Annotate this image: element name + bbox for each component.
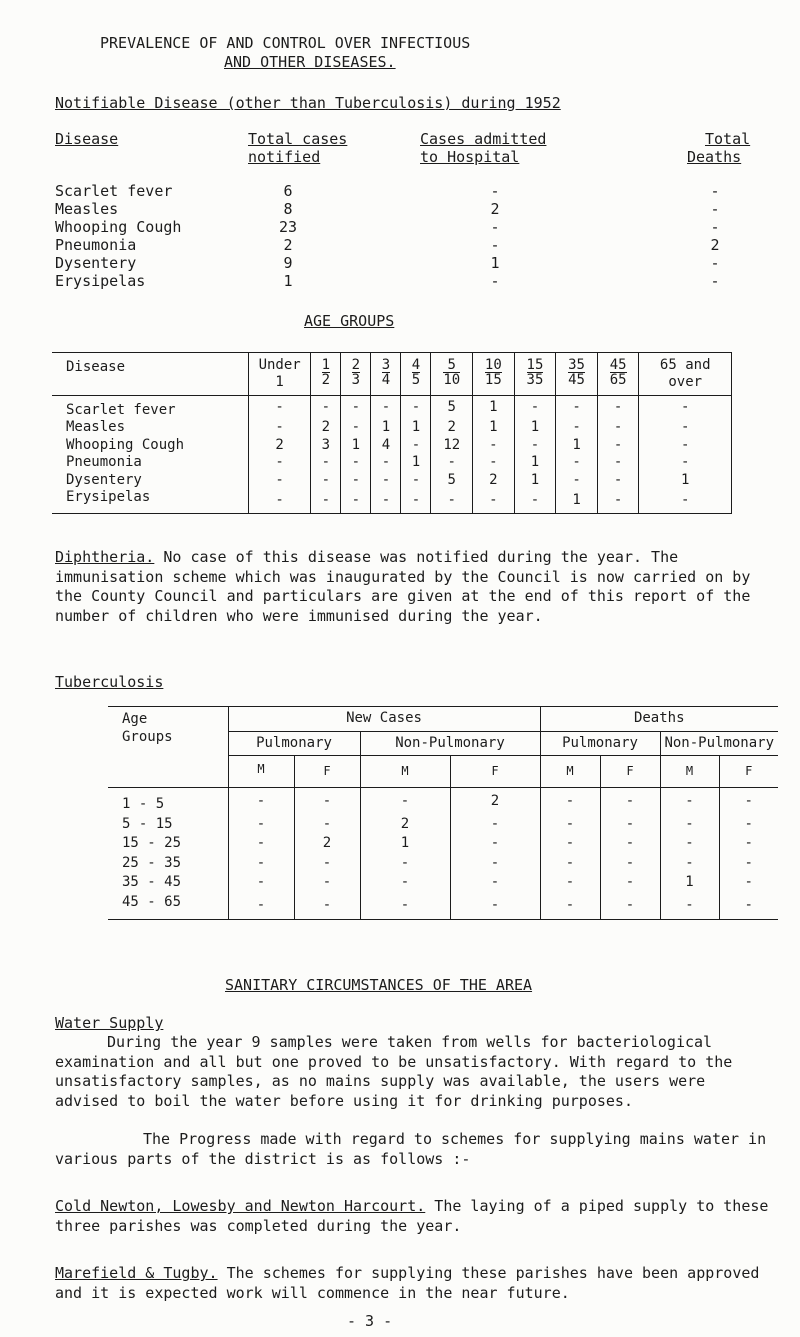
tb-row-cell: - bbox=[540, 788, 600, 815]
tb-row-cell: - bbox=[600, 893, 660, 920]
tuberculosis-table bbox=[108, 706, 778, 920]
age-row-cell: - bbox=[639, 395, 732, 419]
summary-row bbox=[55, 182, 172, 201]
tb-row-cell: 2 bbox=[294, 834, 360, 854]
tb-row-cell: - bbox=[719, 854, 778, 874]
summary-deaths: - bbox=[710, 254, 720, 272]
tb-row-cell: - bbox=[540, 893, 600, 920]
age-row-cell: - bbox=[371, 395, 401, 419]
age-row-cell: - bbox=[401, 437, 431, 455]
age-row-cell: - bbox=[341, 472, 371, 490]
summary-notified: 2 bbox=[283, 236, 293, 254]
summary-notified: 23 bbox=[278, 218, 298, 236]
tb-row bbox=[108, 834, 778, 854]
summary-hospital: - bbox=[490, 218, 500, 236]
age-row-cell: - bbox=[341, 419, 371, 437]
age-row-cell: - bbox=[473, 454, 515, 472]
title-line-1: PREVALENCE OF AND CONTROL OVER INFECTIOUS bbox=[100, 34, 471, 52]
tb-row-age: 45 - 65 bbox=[122, 893, 182, 910]
age-row-cell: 1 bbox=[341, 437, 371, 455]
tb-row-cell: - bbox=[719, 788, 778, 815]
age-row-cell: - bbox=[514, 437, 556, 455]
tb-row-cell: 2 bbox=[360, 815, 450, 835]
tb-row-cell: - bbox=[600, 873, 660, 893]
tb-row-cell: - bbox=[360, 893, 450, 920]
tb-row-cell: - bbox=[228, 788, 294, 815]
age-row-cell: - bbox=[341, 454, 371, 472]
age-groups-table bbox=[52, 352, 732, 514]
age-fraction-header: $\frac{4}{5}$ bbox=[401, 353, 431, 396]
summary-row bbox=[55, 200, 118, 219]
age-groups-row bbox=[52, 437, 732, 455]
tb-row-age: 35 - 45 bbox=[122, 874, 182, 890]
age-row-cell: - bbox=[597, 395, 639, 419]
age-row-cell: - bbox=[248, 395, 310, 419]
summary-hospital: - bbox=[490, 272, 500, 290]
age-groups-heading: AGE GROUPS bbox=[304, 312, 395, 330]
age-fraction-header: $\frac{5}{10}$ bbox=[431, 353, 473, 396]
age-row-cell: - bbox=[597, 472, 639, 490]
age-row-cell: - bbox=[401, 489, 431, 513]
tb-row-age: 15 - 25 bbox=[122, 835, 182, 851]
age-row-cell: - bbox=[639, 454, 732, 472]
summary-col-notified-2: notified bbox=[248, 148, 321, 166]
age-row-cell: - bbox=[597, 437, 639, 455]
summary-col-deaths-1: Total bbox=[705, 130, 751, 148]
tb-row-cell: - bbox=[228, 873, 294, 893]
tb-row-cell: - bbox=[600, 815, 660, 835]
tb-row-cell: - bbox=[228, 834, 294, 854]
tb-row-cell: - bbox=[540, 834, 600, 854]
age-row-cell: - bbox=[371, 489, 401, 513]
age-row-cell: 3 bbox=[311, 437, 341, 455]
age-row-cell: - bbox=[514, 489, 556, 513]
age-row-cell: 1 bbox=[556, 437, 598, 455]
summary-notified: 8 bbox=[283, 200, 293, 218]
age-row-cell: - bbox=[597, 489, 639, 513]
summary-disease: Measles bbox=[55, 200, 119, 218]
tb-row-cell: - bbox=[294, 788, 360, 815]
age-groups-row bbox=[52, 395, 732, 419]
age-fraction-header: $\frac{2}{3}$ bbox=[341, 353, 371, 396]
summary-hospital: - bbox=[490, 236, 500, 254]
marefield-paragraph bbox=[55, 1264, 775, 1303]
tb-row-cell: - bbox=[660, 893, 719, 920]
age-row-cell: - bbox=[556, 419, 598, 437]
section-subtitle: Notifiable Disease (other than Tuberculosis) during 1952 bbox=[55, 94, 561, 112]
tb-row-cell: - bbox=[360, 854, 450, 874]
progress-paragraph: The Progress made with regard to schemes for supplying mains water in various parts of the district is as follows :- bbox=[55, 1130, 767, 1168]
age-row-cell: - bbox=[248, 419, 310, 437]
tb-row-cell: - bbox=[450, 873, 540, 893]
age-row-cell: 1 bbox=[473, 419, 515, 437]
tb-row-cell: - bbox=[600, 854, 660, 874]
age-row-disease: Dysentery bbox=[66, 471, 142, 488]
tb-row-cell: 1 bbox=[360, 834, 450, 854]
tb-row-age: 5 - 15 bbox=[122, 815, 173, 832]
age-row-cell: 1 bbox=[371, 419, 401, 437]
tb-col-f: F bbox=[719, 756, 778, 788]
age-row-cell: 4 bbox=[371, 437, 401, 455]
age-row-cell: - bbox=[341, 395, 371, 419]
age-row-cell: - bbox=[473, 437, 515, 455]
tb-row-cell: - bbox=[450, 854, 540, 874]
tb-row bbox=[108, 854, 778, 874]
age-row-cell: - bbox=[473, 489, 515, 513]
age-row-disease: Measles bbox=[66, 419, 126, 436]
age-groups-col-under: Under 1 bbox=[248, 353, 310, 396]
summary-disease: Erysipelas bbox=[55, 272, 146, 290]
tb-row-cell: - bbox=[600, 788, 660, 815]
summary-col-disease: Disease bbox=[55, 130, 119, 148]
tb-body bbox=[108, 788, 778, 920]
tb-row-cell: - bbox=[294, 893, 360, 920]
age-row-cell: - bbox=[311, 489, 341, 513]
summary-col-deaths-2: Deaths bbox=[687, 148, 742, 166]
age-row-cell: 1 bbox=[639, 472, 732, 490]
age-row-cell: - bbox=[371, 472, 401, 490]
tb-row-cell: - bbox=[719, 893, 778, 920]
summary-col-hospital-1: Cases admitted bbox=[420, 130, 547, 148]
tb-row-cell: - bbox=[540, 873, 600, 893]
age-row-cell: 12 bbox=[431, 437, 473, 455]
tb-col-f: F bbox=[600, 756, 660, 788]
tb-col-f: F bbox=[294, 756, 360, 788]
diphtheria-heading: Diphtheria. bbox=[55, 548, 155, 566]
sanitary-heading: SANITARY CIRCUMSTANCES OF THE AREA bbox=[225, 976, 533, 994]
tb-row-cell: - bbox=[450, 893, 540, 920]
summary-notified: 1 bbox=[283, 272, 293, 290]
age-row-cell: 2 bbox=[248, 437, 310, 455]
tb-row-age: 25 - 35 bbox=[122, 854, 182, 871]
age-row-cell: - bbox=[556, 395, 598, 419]
tb-row-age: 1 - 5 bbox=[122, 796, 165, 812]
tb-row-cell: - bbox=[719, 834, 778, 854]
age-fraction-header: $\frac{35}{45}$ bbox=[556, 353, 598, 396]
age-row-cell: 1 bbox=[556, 489, 598, 513]
age-groups-col-over: 65 and over bbox=[639, 353, 732, 396]
marefield-heading: Marefield & Tugby. bbox=[55, 1264, 218, 1282]
summary-row bbox=[55, 236, 136, 255]
age-groups-header-row bbox=[52, 353, 732, 396]
tb-row-cell: - bbox=[228, 815, 294, 835]
age-row-cell: 1 bbox=[401, 419, 431, 437]
tb-col-f: F bbox=[450, 756, 540, 788]
tb-non-pulmonary-header: Non-Pulmonary bbox=[360, 731, 540, 756]
tb-row-cell: - bbox=[228, 893, 294, 920]
tb-col-m: M bbox=[540, 756, 600, 788]
tb-pulmonary-header: Pulmonary bbox=[540, 731, 660, 756]
age-groups-row bbox=[52, 419, 732, 437]
age-row-cell: 5 bbox=[431, 472, 473, 490]
age-row-cell: - bbox=[639, 489, 732, 513]
tb-row-cell: - bbox=[294, 873, 360, 893]
summary-col-notified-1: Total cases bbox=[248, 130, 348, 148]
tb-row-cell: - bbox=[294, 854, 360, 874]
water-supply-paragraph: During the year 9 samples were taken from wells for bacteriological examination and all but one proved to be unsatisfactory. With regard to the unsatisfactory samples, as no mains supply was available, the users were advised to boil the water before using it for drinking purposes. bbox=[55, 1033, 733, 1110]
summary-hospital: 1 bbox=[490, 254, 500, 272]
age-fraction-header: $\frac{15}{35}$ bbox=[514, 353, 556, 396]
diphtheria-text: No case of this disease was notified during the year. The immunisation scheme which was inaugurated by the Council is now carried on by the County Council and particulars are given at the end of this report of the number of children who were immunised during the year. bbox=[55, 548, 751, 625]
cold-newton-paragraph bbox=[55, 1197, 775, 1236]
tb-row-cell: - bbox=[294, 815, 360, 835]
tb-row-cell: - bbox=[660, 834, 719, 854]
age-row-cell: - bbox=[556, 472, 598, 490]
tb-deaths-header: Deaths bbox=[540, 707, 778, 732]
summary-deaths: - bbox=[710, 200, 720, 218]
diphtheria-paragraph bbox=[55, 548, 775, 626]
tb-row-cell: - bbox=[450, 815, 540, 835]
tb-row-cell: - bbox=[540, 854, 600, 874]
tb-non-pulmonary-header: Non-Pulmonary bbox=[660, 731, 778, 756]
title-line-2: AND OTHER DISEASES. bbox=[224, 53, 396, 71]
summary-disease: Whooping Cough bbox=[55, 218, 182, 236]
age-groups-row bbox=[52, 489, 732, 513]
age-row-cell: - bbox=[514, 395, 556, 419]
water-supply-heading: Water Supply bbox=[55, 1014, 164, 1032]
age-fraction-header: $\frac{10}{15}$ bbox=[473, 353, 515, 396]
summary-col-hospital-2: to Hospital bbox=[420, 148, 520, 166]
summary-row bbox=[55, 272, 145, 291]
age-row-cell: 5 bbox=[431, 395, 473, 419]
age-row-cell: 2 bbox=[431, 419, 473, 437]
tb-row-cell: - bbox=[660, 788, 719, 815]
tb-row bbox=[108, 788, 778, 815]
age-row-cell: - bbox=[401, 472, 431, 490]
age-row-disease: Whooping Cough bbox=[66, 436, 185, 453]
age-row-cell: 1 bbox=[514, 454, 556, 472]
summary-disease: Scarlet fever bbox=[55, 182, 173, 200]
tb-row bbox=[108, 815, 778, 835]
tb-row bbox=[108, 873, 778, 893]
summary-deaths: - bbox=[710, 272, 720, 290]
tb-row-cell: - bbox=[450, 834, 540, 854]
marefield-text: The schemes for supplying these parishes have been approved and it is expected work will commence in the near future. bbox=[55, 1264, 760, 1302]
tb-col-m: M bbox=[660, 756, 719, 788]
age-groups-row bbox=[52, 454, 732, 472]
tb-col-age: Age Groups bbox=[108, 707, 228, 788]
age-row-cell: - bbox=[311, 395, 341, 419]
age-row-cell: - bbox=[639, 419, 732, 437]
age-fraction-header: $\frac{3}{4}$ bbox=[371, 353, 401, 396]
summary-row bbox=[55, 218, 181, 237]
cold-newton-text: The laying of a piped supply to these three parishes was completed during the year. bbox=[55, 1197, 769, 1235]
tb-row-cell: - bbox=[360, 788, 450, 815]
tb-row-cell: 2 bbox=[450, 788, 540, 815]
tb-new-cases-header: New Cases bbox=[228, 707, 540, 732]
summary-hospital: - bbox=[490, 182, 500, 200]
age-row-cell: - bbox=[639, 437, 732, 455]
age-fraction-header: $\frac{45}{65}$ bbox=[597, 353, 639, 396]
tb-row-cell: - bbox=[600, 834, 660, 854]
age-row-cell: - bbox=[401, 395, 431, 419]
age-row-cell: 1 bbox=[401, 454, 431, 472]
age-row-cell: - bbox=[248, 454, 310, 472]
tb-row-cell: - bbox=[660, 815, 719, 835]
summary-deaths: - bbox=[710, 218, 720, 236]
age-row-cell: 1 bbox=[473, 395, 515, 419]
age-row-cell: 2 bbox=[311, 419, 341, 437]
age-groups-col-disease: Disease bbox=[66, 359, 126, 375]
age-fraction-header: $\frac{1}{2}$ bbox=[311, 353, 341, 396]
tb-row-cell: - bbox=[719, 873, 778, 893]
age-groups-row bbox=[52, 472, 732, 490]
summary-row bbox=[55, 254, 136, 273]
tb-row-cell: 1 bbox=[660, 873, 719, 893]
age-row-disease: Erysipelas bbox=[66, 489, 151, 506]
tb-col-m: M bbox=[360, 756, 450, 788]
age-row-cell: 1 bbox=[514, 472, 556, 490]
summary-notified: 9 bbox=[283, 254, 293, 272]
tb-row-cell: - bbox=[719, 815, 778, 835]
age-row-cell: - bbox=[371, 454, 401, 472]
tb-row-cell: - bbox=[360, 873, 450, 893]
age-row-cell: - bbox=[431, 454, 473, 472]
age-row-disease: Scarlet fever bbox=[66, 401, 176, 418]
age-row-cell: - bbox=[341, 489, 371, 513]
tb-row-cell: - bbox=[540, 815, 600, 835]
age-row-cell: - bbox=[431, 489, 473, 513]
summary-disease: Pneumonia bbox=[55, 236, 137, 254]
age-row-cell: - bbox=[597, 454, 639, 472]
age-row-cell: - bbox=[597, 419, 639, 437]
summary-notified: 6 bbox=[283, 182, 293, 200]
age-row-disease: Pneumonia bbox=[66, 454, 142, 471]
summary-deaths: 2 bbox=[710, 236, 720, 254]
age-row-cell: 2 bbox=[473, 472, 515, 490]
tb-col-m: M bbox=[228, 756, 294, 788]
cold-newton-heading: Cold Newton, Lowesby and Newton Harcourt. bbox=[55, 1197, 426, 1215]
summary-hospital: 2 bbox=[490, 200, 500, 218]
tb-header-row-1 bbox=[108, 707, 778, 732]
age-row-cell: - bbox=[311, 472, 341, 490]
age-row-cell: - bbox=[556, 454, 598, 472]
tb-pulmonary-header: Pulmonary bbox=[228, 731, 360, 756]
age-groups-body bbox=[52, 395, 732, 513]
age-row-cell: - bbox=[248, 489, 310, 513]
age-row-cell: - bbox=[248, 472, 310, 490]
summary-deaths: - bbox=[710, 182, 720, 200]
tuberculosis-heading: Tuberculosis bbox=[55, 673, 164, 691]
tb-row bbox=[108, 893, 778, 920]
tb-row-cell: - bbox=[660, 854, 719, 874]
age-row-cell: 1 bbox=[514, 419, 556, 437]
page-number: - 3 - bbox=[347, 1312, 393, 1330]
summary-disease: Dysentery bbox=[55, 254, 137, 272]
age-row-cell: - bbox=[311, 454, 341, 472]
tb-row-cell: - bbox=[228, 854, 294, 874]
